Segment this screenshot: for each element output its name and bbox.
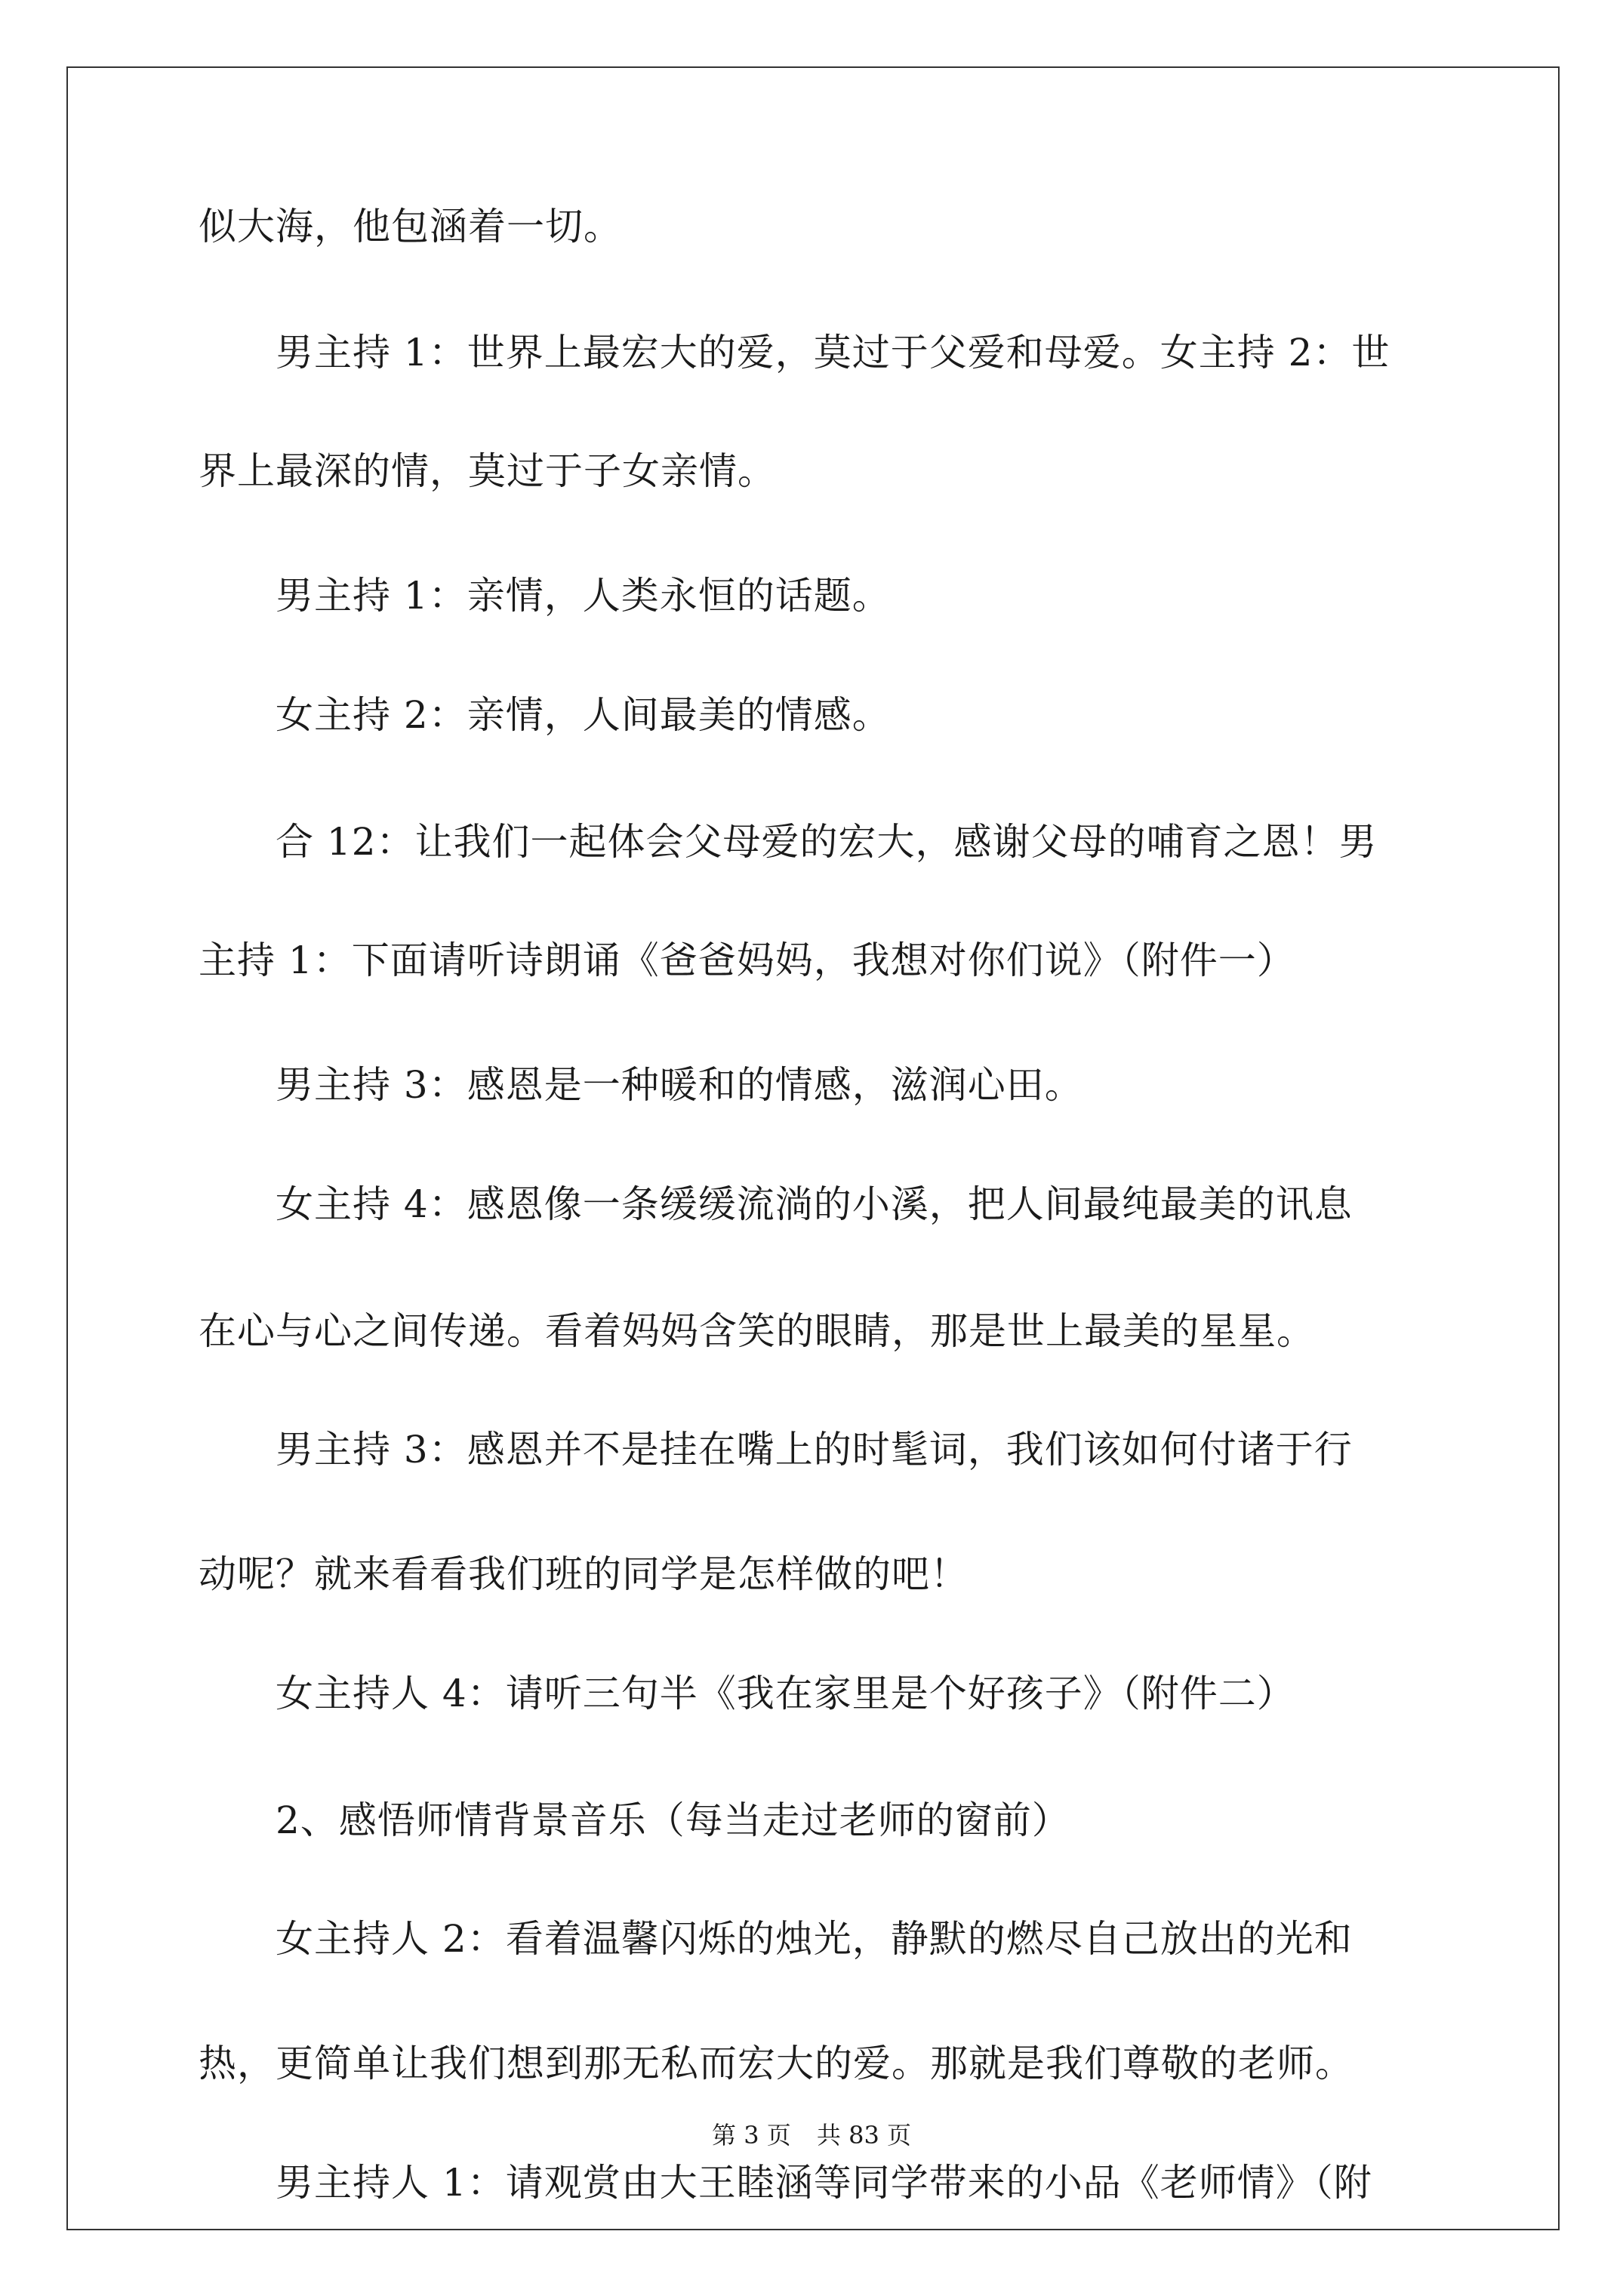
text-line: 男主持 1：亲情，人类永恒的话题。 — [199, 574, 891, 618]
text-line: 在心与心之间传递。看着妈妈含笑的眼睛，那是世上最美的星星。 — [199, 1309, 1315, 1353]
document-body — [199, 204, 1432, 2205]
text-line: 男主持 1：世界上最宏大的爱，莫过于父爱和母爱。女主持 2：世 — [199, 331, 1390, 374]
page-total: 共 83 页 — [816, 2121, 911, 2150]
text-line: 男主持 3：感恩并不是挂在嘴上的时髦词，我们该如何付诸于行 — [199, 1428, 1353, 1472]
text-line: 热，更简单让我们想到那无私而宏大的爱。那就是我们尊敬的老师。 — [199, 2042, 1354, 2085]
text-line: 主持 1：下面请听诗朗诵《爸爸妈妈，我想对你们说》（附件一） — [199, 938, 1295, 982]
text-line: 似大海，他包涵着一切。 — [199, 205, 622, 248]
text-line: 女主持人 2：看着温馨闪烁的烛光，静默的燃尽自己放出的光和 — [199, 1917, 1353, 1961]
text-line: 女主持 2：亲情，人间最美的情感。 — [199, 693, 891, 737]
page-footer — [0, 2120, 1623, 2150]
text-line: 合 12：让我们一起体会父母爱的宏大，感谢父母的哺育之恩！男 — [199, 820, 1378, 864]
text-line: 女主持 4：感恩像一条缓缓流淌的小溪，把人间最纯最美的讯息 — [199, 1182, 1353, 1226]
page-number: 第 3 页 — [712, 2121, 791, 2150]
text-line: 男主持 3：感恩是一种暖和的情感，滋润心田。 — [199, 1063, 1083, 1107]
text-line: 动呢？就来看看我们班的同学是怎样做的吧！ — [199, 1552, 969, 1596]
text-line: 2、感悟师情背景音乐（每当走过老师的窗前） — [199, 1798, 1070, 1842]
text-line: 男主持人 1：请观赏由大王睦涵等同学带来的小品《老师情》（附 — [199, 2161, 1372, 2205]
text-line: 界上最深的情，莫过于子女亲情。 — [199, 449, 776, 493]
text-line: 女主持人 4：请听三句半《我在家里是个好孩子》（附件二） — [199, 1672, 1295, 1715]
